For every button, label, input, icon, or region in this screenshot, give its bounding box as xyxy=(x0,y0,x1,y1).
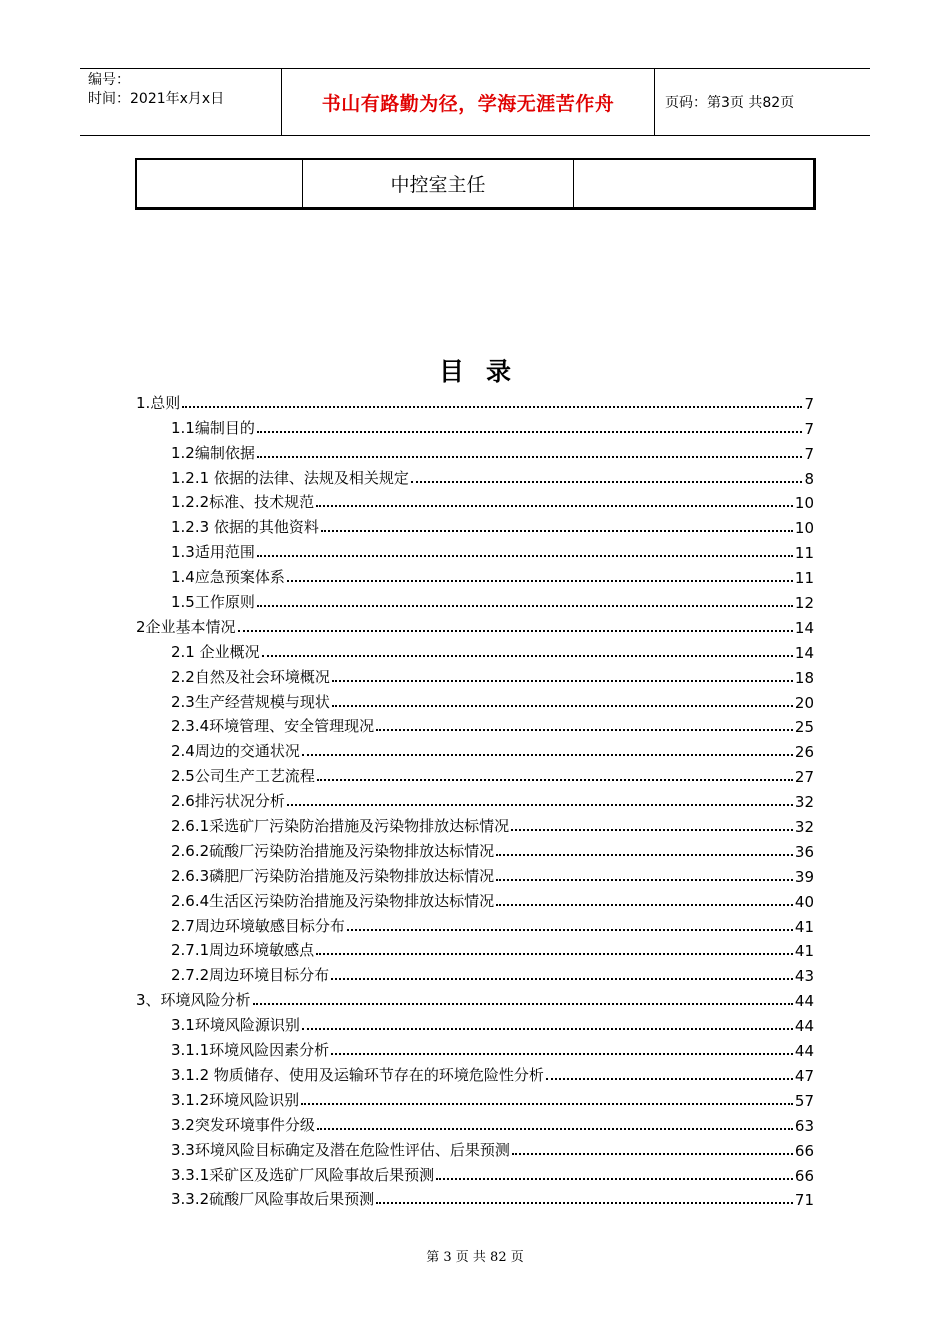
toc-entry[interactable] xyxy=(136,1110,814,1135)
toc-entry[interactable] xyxy=(136,637,814,662)
toc-entry-page: 36 xyxy=(794,842,814,861)
toc-entry-label: 3.3.2硫酸厂风险事故后果预测 xyxy=(171,1190,375,1209)
toc-leader-dots xyxy=(332,705,793,707)
toc-entry[interactable] xyxy=(136,886,814,911)
toc-entry-label: 1.2.3 依据的其他资料 xyxy=(171,518,319,537)
toc-entry-page: 47 xyxy=(794,1066,814,1085)
toc-leader-dots xyxy=(332,680,793,682)
toc-entry-label: 3.3环境风险目标确定及潜在危险性评估、后果预测 xyxy=(171,1140,510,1159)
toc-leader-dots xyxy=(301,1103,793,1105)
toc-leader-dots xyxy=(331,978,793,980)
toc-entry[interactable] xyxy=(136,687,814,712)
toc-entry[interactable] xyxy=(136,1010,814,1035)
header-page-info: 页码：第3页 共82页 xyxy=(665,95,795,111)
toc-entry[interactable] xyxy=(136,985,814,1010)
toc-leader-dots xyxy=(257,456,803,458)
toc-entry-page: 41 xyxy=(794,917,814,936)
toc-leader-dots xyxy=(317,1128,793,1130)
toc-entry-label: 2.3.4环境管理、安全管理现况 xyxy=(171,717,375,736)
toc-entry-label: 1.2.1 依据的法律、法规及相关规定 xyxy=(171,468,409,487)
toc-entry[interactable] xyxy=(136,388,814,413)
toc-entry-label: 2.3生产经营规模与现状 xyxy=(171,692,330,711)
toc-leader-dots xyxy=(257,605,793,607)
toc-leader-dots xyxy=(511,829,793,831)
toc-leader-dots xyxy=(287,804,793,806)
toc-entry-page: 7 xyxy=(804,394,814,413)
toc-entry[interactable] xyxy=(136,463,814,488)
header-motto-cell xyxy=(282,69,655,135)
toc-entry-page: 66 xyxy=(794,1166,814,1185)
toc-entry-page: 26 xyxy=(794,743,814,762)
toc-entry-page: 39 xyxy=(794,867,814,886)
signature-role: 中控室主任 xyxy=(390,174,486,196)
toc-entry-page: 18 xyxy=(794,668,814,687)
toc-entry-label: 1.总则 xyxy=(136,393,181,412)
signature-role-cell xyxy=(303,160,574,207)
toc-leader-dots xyxy=(257,555,793,557)
toc-entry-label: 2.5公司生产工艺流程 xyxy=(171,767,315,786)
signature-table xyxy=(135,158,816,210)
toc-entry[interactable] xyxy=(136,1185,814,1210)
toc-entry-page: 41 xyxy=(794,942,814,961)
toc-entry-label: 1.5工作原则 xyxy=(171,593,255,612)
toc-entry[interactable] xyxy=(136,562,814,587)
toc-leader-dots xyxy=(257,431,803,433)
toc-entry[interactable] xyxy=(136,811,814,836)
toc-entry-page: 44 xyxy=(794,1042,814,1061)
toc-entry[interactable] xyxy=(136,861,814,886)
toc-entry-page: 14 xyxy=(794,618,814,637)
toc-leader-dots xyxy=(316,505,793,507)
toc-entry-page: 43 xyxy=(794,967,814,986)
table-of-contents xyxy=(136,388,814,1209)
toc-leader-dots xyxy=(496,904,793,906)
toc-entry-label: 2.7.1周边环境敏感点 xyxy=(171,941,315,960)
toc-entry-label: 2.7周边环境敏感目标分布 xyxy=(171,916,345,935)
toc-leader-dots xyxy=(287,580,793,582)
toc-entry[interactable] xyxy=(136,911,814,936)
toc-entry[interactable] xyxy=(136,587,814,612)
toc-entry-label: 2.2自然及社会环境概况 xyxy=(171,667,330,686)
toc-entry[interactable] xyxy=(136,488,814,513)
toc-entry[interactable] xyxy=(136,936,814,961)
toc-entry-label: 2企业基本情况 xyxy=(136,617,236,636)
toc-entry-page: 10 xyxy=(794,519,814,538)
toc-entry-page: 66 xyxy=(794,1141,814,1160)
toc-leader-dots xyxy=(546,1078,793,1080)
toc-leader-dots xyxy=(331,1053,793,1055)
toc-entry[interactable] xyxy=(136,836,814,861)
toc-entry-label: 3.1.2环境风险识别 xyxy=(171,1090,300,1109)
toc-entry-label: 2.6排污状况分析 xyxy=(171,792,285,811)
toc-entry-page: 11 xyxy=(794,569,814,588)
toc-entry-page: 71 xyxy=(794,1191,814,1210)
toc-entry-page: 32 xyxy=(794,818,814,837)
toc-leader-dots xyxy=(316,953,793,955)
header-page-info-cell xyxy=(655,69,870,135)
header-motto: 书山有路勤为径，学海无涯苦作舟 xyxy=(321,92,615,115)
toc-entry-page: 20 xyxy=(794,693,814,712)
toc-entry-label: 3.1.1环境风险因素分析 xyxy=(171,1041,330,1060)
toc-entry-label: 2.7.2周边环境目标分布 xyxy=(171,966,330,985)
toc-leader-dots xyxy=(376,1202,793,1204)
toc-entry[interactable] xyxy=(136,1135,814,1160)
toc-entry-page: 44 xyxy=(794,992,814,1011)
toc-entry-label: 2.6.1采选矿厂污染防治措施及污染物排放达标情况 xyxy=(171,817,510,836)
page-footer: 第 3 页 共 82 页 xyxy=(426,1250,524,1265)
toc-entry-label: 3.1.2 物质储存、使用及运输环节存在的环境危险性分析 xyxy=(171,1065,544,1084)
toc-entry[interactable] xyxy=(136,1160,814,1185)
toc-leader-dots xyxy=(496,879,793,881)
code-label: 编号： xyxy=(88,72,130,88)
toc-entry-page: 7 xyxy=(804,419,814,438)
toc-entry-page: 25 xyxy=(794,718,814,737)
toc-entry[interactable] xyxy=(136,786,814,811)
toc-entry-page: 12 xyxy=(794,594,814,613)
signature-cell-empty-right xyxy=(574,160,813,207)
toc-leader-dots xyxy=(302,1028,793,1030)
toc-entry-page: 40 xyxy=(794,892,814,911)
toc-title: 目录 xyxy=(438,357,533,386)
toc-leader-dots xyxy=(182,406,802,408)
toc-entry[interactable] xyxy=(136,612,814,637)
toc-entry-label: 1.4应急预案体系 xyxy=(171,568,285,587)
toc-leader-dots xyxy=(411,481,803,483)
toc-entry-page: 10 xyxy=(794,494,814,513)
toc-entry-page: 27 xyxy=(794,768,814,787)
toc-entry-label: 1.3适用范围 xyxy=(171,543,255,562)
toc-entry-label: 3、环境风险分析 xyxy=(136,991,251,1010)
toc-entry-label: 3.3.1采矿区及选矿厂风险事故后果预测 xyxy=(171,1165,435,1184)
toc-leader-dots xyxy=(238,630,793,632)
page-header xyxy=(80,68,870,136)
toc-entry-label: 3.1环境风险源识别 xyxy=(171,1016,300,1035)
toc-entry-page: 57 xyxy=(794,1091,814,1110)
toc-entry[interactable] xyxy=(136,662,814,687)
toc-leader-dots xyxy=(253,1003,793,1005)
toc-entry[interactable] xyxy=(136,712,814,737)
toc-leader-dots xyxy=(262,655,793,657)
toc-entry[interactable] xyxy=(136,761,814,786)
toc-entry[interactable] xyxy=(136,1085,814,1110)
toc-entry-page: 32 xyxy=(794,793,814,812)
toc-leader-dots xyxy=(512,1153,793,1155)
toc-entry-label: 1.1编制目的 xyxy=(171,418,255,437)
toc-entry-label: 3.2突发环境事件分级 xyxy=(171,1115,315,1134)
toc-entry-label: 2.1 企业概况 xyxy=(171,642,260,661)
toc-entry-page: 44 xyxy=(794,1017,814,1036)
toc-entry-label: 2.6.4生活区污染防治措施及污染物排放达标情况 xyxy=(171,891,495,910)
toc-leader-dots xyxy=(496,854,793,856)
toc-entry[interactable] xyxy=(136,736,814,761)
toc-entry-label: 1.2编制依据 xyxy=(171,443,255,462)
toc-entry-label: 2.4周边的交通状况 xyxy=(171,742,300,761)
toc-leader-dots xyxy=(302,754,793,756)
toc-entry[interactable] xyxy=(136,413,814,438)
toc-entry-page: 63 xyxy=(794,1116,814,1135)
header-meta xyxy=(80,69,282,135)
toc-leader-dots xyxy=(347,929,793,931)
toc-entry[interactable] xyxy=(136,1035,814,1060)
toc-leader-dots xyxy=(376,729,793,731)
toc-entry-label: 1.2.2标准、技术规范 xyxy=(171,493,315,512)
toc-entry-page: 14 xyxy=(794,643,814,662)
date-label: 时间：2021年x月x日 xyxy=(88,91,225,107)
toc-leader-dots xyxy=(317,779,793,781)
toc-entry-page: 7 xyxy=(804,444,814,463)
toc-entry-page: 8 xyxy=(804,469,814,488)
toc-entry[interactable] xyxy=(136,537,814,562)
toc-leader-dots xyxy=(321,530,793,532)
toc-entry[interactable] xyxy=(136,438,814,463)
toc-leader-dots xyxy=(436,1178,793,1180)
toc-entry-label: 2.6.3磷肥厂污染防治措施及污染物排放达标情况 xyxy=(171,866,495,885)
toc-entry[interactable] xyxy=(136,960,814,985)
toc-entry[interactable] xyxy=(136,512,814,537)
toc-entry-page: 11 xyxy=(794,544,814,563)
toc-entry-label: 2.6.2硫酸厂污染防治措施及污染物排放达标情况 xyxy=(171,841,495,860)
toc-entry[interactable] xyxy=(136,1060,814,1085)
signature-cell-empty-left xyxy=(137,160,303,207)
